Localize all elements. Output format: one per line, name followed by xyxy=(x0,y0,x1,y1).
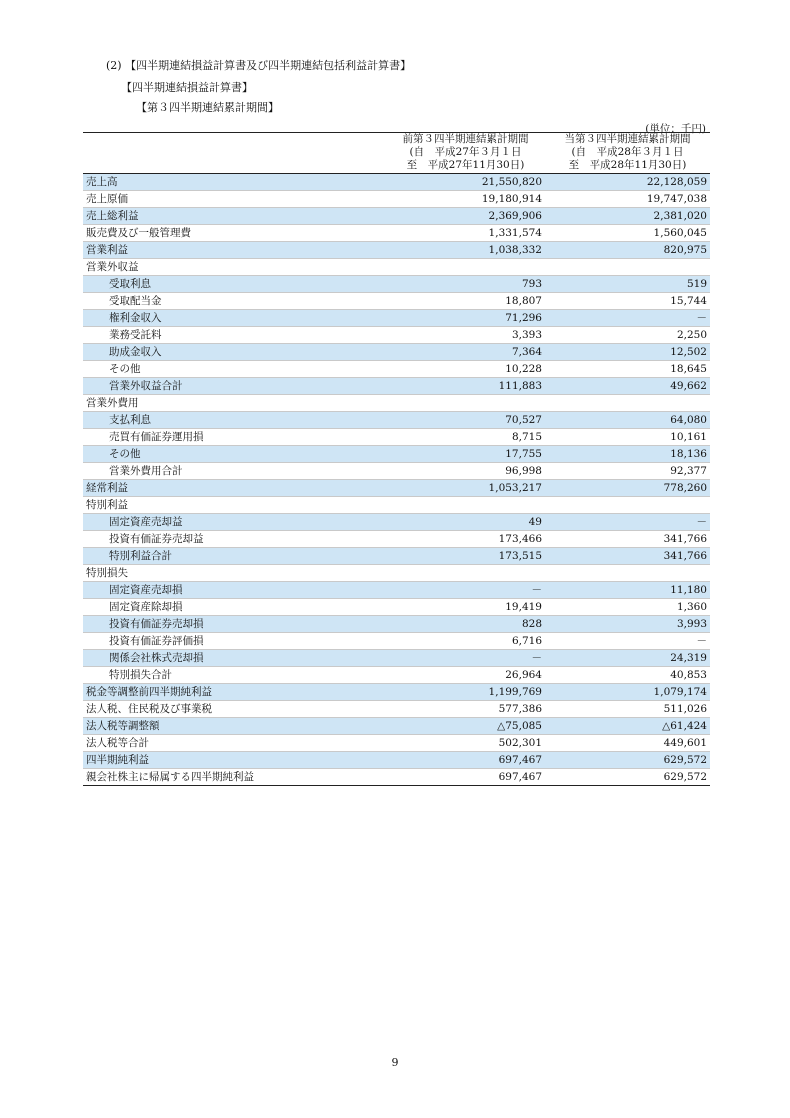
row-label: 売買有価証券運用損 xyxy=(83,429,386,446)
row-label: 投資有価証券評価損 xyxy=(83,633,386,650)
table-row xyxy=(83,344,710,361)
table-row xyxy=(83,395,710,412)
prev-period-value: 1,038,332 xyxy=(386,242,545,259)
row-label: 法人税等調整額 xyxy=(83,718,386,735)
page-number: 9 xyxy=(391,1056,399,1069)
prev-period-value xyxy=(386,497,545,514)
period-heading: 【第３四半期連結累計期間】 xyxy=(136,101,279,114)
curr-period-value: 3,993 xyxy=(545,616,710,633)
table-row xyxy=(83,701,710,718)
table-row xyxy=(83,718,710,735)
curr-period-value: 22,128,059 xyxy=(545,174,710,191)
row-label: その他 xyxy=(83,446,386,463)
prev-period-value: 7,364 xyxy=(386,344,545,361)
curr-period-value: △61,424 xyxy=(545,718,710,735)
table-row xyxy=(83,378,710,395)
table-row xyxy=(83,208,710,225)
prev-period-value: 10,228 xyxy=(386,361,545,378)
row-label: 業務受託料 xyxy=(83,327,386,344)
row-label: 特別損失合計 xyxy=(83,667,386,684)
curr-period-value: 15,744 xyxy=(545,293,710,310)
table-row xyxy=(83,429,710,446)
table-row xyxy=(83,582,710,599)
prev-period-value: 26,964 xyxy=(386,667,545,684)
prev-period-value: 173,466 xyxy=(386,531,545,548)
prev-period-to: 至 平成27年11月30日) xyxy=(406,159,525,171)
curr-period-from: (自 平成28年３月１日 xyxy=(571,146,684,158)
section-heading: (2) 【四半期連結損益計算書及び四半期連結包括利益計算書】 xyxy=(106,59,412,72)
prev-period-value: 70,527 xyxy=(386,412,545,429)
header-prev-period xyxy=(386,133,545,174)
header-curr-period xyxy=(545,133,710,174)
curr-period-value: 92,377 xyxy=(545,463,710,480)
unit-label: (単位：千円) xyxy=(645,123,706,135)
curr-period-value: 2,250 xyxy=(545,327,710,344)
curr-period-value: 1,560,045 xyxy=(545,225,710,242)
prev-period-value: 111,883 xyxy=(386,378,545,395)
prev-period-value: 96,998 xyxy=(386,463,545,480)
prev-period-value xyxy=(386,395,545,412)
row-label: 売上原価 xyxy=(83,191,386,208)
table-row xyxy=(83,633,710,650)
curr-period-value: － xyxy=(545,633,710,650)
curr-period-value: － xyxy=(545,514,710,531)
curr-period-value: 820,975 xyxy=(545,242,710,259)
row-label: 投資有価証券売却益 xyxy=(83,531,386,548)
table-row xyxy=(83,259,710,276)
row-label: 売上総利益 xyxy=(83,208,386,225)
prev-period-value: 1,199,769 xyxy=(386,684,545,701)
row-label: 営業外費用 xyxy=(83,395,386,412)
row-label: 法人税、住民税及び事業税 xyxy=(83,701,386,718)
table-row xyxy=(83,650,710,667)
curr-period-value xyxy=(545,565,710,582)
prev-period-value: 793 xyxy=(386,276,545,293)
prev-period-title: 前第３四半期連結累計期間 xyxy=(402,133,529,145)
prev-period-value: 2,369,906 xyxy=(386,208,545,225)
table-row xyxy=(83,565,710,582)
prev-period-value: 828 xyxy=(386,616,545,633)
row-label: 経常利益 xyxy=(83,480,386,497)
row-label: 四半期純利益 xyxy=(83,752,386,769)
curr-period-value: 341,766 xyxy=(545,548,710,565)
table-row xyxy=(83,616,710,633)
curr-period-to: 至 平成28年11月30日) xyxy=(568,159,687,171)
table-row xyxy=(83,276,710,293)
table-row xyxy=(83,225,710,242)
prev-period-value: － xyxy=(386,650,545,667)
curr-period-value: 19,747,038 xyxy=(545,191,710,208)
curr-period-value: 1,360 xyxy=(545,599,710,616)
curr-period-value: 1,079,174 xyxy=(545,684,710,701)
curr-period-value xyxy=(545,259,710,276)
prev-period-value: △75,085 xyxy=(386,718,545,735)
table-row xyxy=(83,752,710,769)
table-row xyxy=(83,446,710,463)
prev-period-value: － xyxy=(386,582,545,599)
prev-period-value xyxy=(386,565,545,582)
row-label: 親会社株主に帰属する四半期純利益 xyxy=(83,769,386,786)
prev-period-value: 21,550,820 xyxy=(386,174,545,191)
curr-period-value: 24,319 xyxy=(545,650,710,667)
table-row xyxy=(83,769,710,786)
prev-period-value: 8,715 xyxy=(386,429,545,446)
table-row xyxy=(83,599,710,616)
curr-period-value: 18,136 xyxy=(545,446,710,463)
prev-period-value: 19,180,914 xyxy=(386,191,545,208)
prev-period-value: 18,807 xyxy=(386,293,545,310)
row-label: 売上高 xyxy=(83,174,386,191)
prev-period-value: 697,467 xyxy=(386,752,545,769)
curr-period-value: 341,766 xyxy=(545,531,710,548)
row-label: 営業外収益合計 xyxy=(83,378,386,395)
table-row xyxy=(83,514,710,531)
table-row xyxy=(83,548,710,565)
row-label: 権利金収入 xyxy=(83,310,386,327)
row-label: 関係会社株式売却損 xyxy=(83,650,386,667)
table-row xyxy=(83,191,710,208)
curr-period-value: 40,853 xyxy=(545,667,710,684)
income-statement-table xyxy=(83,132,710,786)
table-row xyxy=(83,735,710,752)
table-row xyxy=(83,327,710,344)
curr-period-value: 2,381,020 xyxy=(545,208,710,225)
prev-period-value: 577,386 xyxy=(386,701,545,718)
table-row xyxy=(83,531,710,548)
prev-period-value: 3,393 xyxy=(386,327,545,344)
curr-period-value: 64,080 xyxy=(545,412,710,429)
prev-period-value: 697,467 xyxy=(386,769,545,786)
row-label: 固定資産売却益 xyxy=(83,514,386,531)
curr-period-title: 当第３四半期連結累計期間 xyxy=(564,133,691,145)
curr-period-value: 18,645 xyxy=(545,361,710,378)
prev-period-value: 6,716 xyxy=(386,633,545,650)
table-row xyxy=(83,463,710,480)
curr-period-value: 629,572 xyxy=(545,752,710,769)
prev-period-value xyxy=(386,259,545,276)
curr-period-value: 10,161 xyxy=(545,429,710,446)
curr-period-value xyxy=(545,395,710,412)
row-label: 営業外費用合計 xyxy=(83,463,386,480)
row-label: 固定資産除却損 xyxy=(83,599,386,616)
row-label: 特別利益合計 xyxy=(83,548,386,565)
statement-heading: 【四半期連結損益計算書】 xyxy=(121,81,253,94)
row-label: その他 xyxy=(83,361,386,378)
row-label: 受取利息 xyxy=(83,276,386,293)
table-row xyxy=(83,242,710,259)
table-row xyxy=(83,412,710,429)
table-row xyxy=(83,361,710,378)
prev-period-value: 17,755 xyxy=(386,446,545,463)
prev-period-value: 71,296 xyxy=(386,310,545,327)
curr-period-value xyxy=(545,497,710,514)
curr-period-value: 11,180 xyxy=(545,582,710,599)
row-label: 販売費及び一般管理費 xyxy=(83,225,386,242)
curr-period-value: 511,026 xyxy=(545,701,710,718)
row-label: 営業利益 xyxy=(83,242,386,259)
curr-period-value: 519 xyxy=(545,276,710,293)
row-label: 営業外収益 xyxy=(83,259,386,276)
row-label: 法人税等合計 xyxy=(83,735,386,752)
curr-period-value: 629,572 xyxy=(545,769,710,786)
table-row xyxy=(83,497,710,514)
table-row xyxy=(83,310,710,327)
row-label: 税金等調整前四半期純利益 xyxy=(83,684,386,701)
prev-period-from: (自 平成27年３月１日 xyxy=(409,146,522,158)
row-label: 固定資産売却損 xyxy=(83,582,386,599)
curr-period-value: 449,601 xyxy=(545,735,710,752)
curr-period-value: 778,260 xyxy=(545,480,710,497)
row-label: 助成金収入 xyxy=(83,344,386,361)
row-label: 受取配当金 xyxy=(83,293,386,310)
prev-period-value: 1,331,574 xyxy=(386,225,545,242)
table-row xyxy=(83,293,710,310)
row-label: 投資有価証券売却損 xyxy=(83,616,386,633)
row-label: 支払利息 xyxy=(83,412,386,429)
table-header-row xyxy=(83,133,710,174)
header-label-cell xyxy=(83,133,386,174)
table-row xyxy=(83,480,710,497)
curr-period-value: 49,662 xyxy=(545,378,710,395)
prev-period-value: 1,053,217 xyxy=(386,480,545,497)
table-row xyxy=(83,667,710,684)
table-row xyxy=(83,684,710,701)
prev-period-value: 19,419 xyxy=(386,599,545,616)
curr-period-value: － xyxy=(545,310,710,327)
prev-period-value: 49 xyxy=(386,514,545,531)
row-label: 特別利益 xyxy=(83,497,386,514)
prev-period-value: 502,301 xyxy=(386,735,545,752)
table-row xyxy=(83,174,710,191)
prev-period-value: 173,515 xyxy=(386,548,545,565)
row-label: 特別損失 xyxy=(83,565,386,582)
curr-period-value: 12,502 xyxy=(545,344,710,361)
